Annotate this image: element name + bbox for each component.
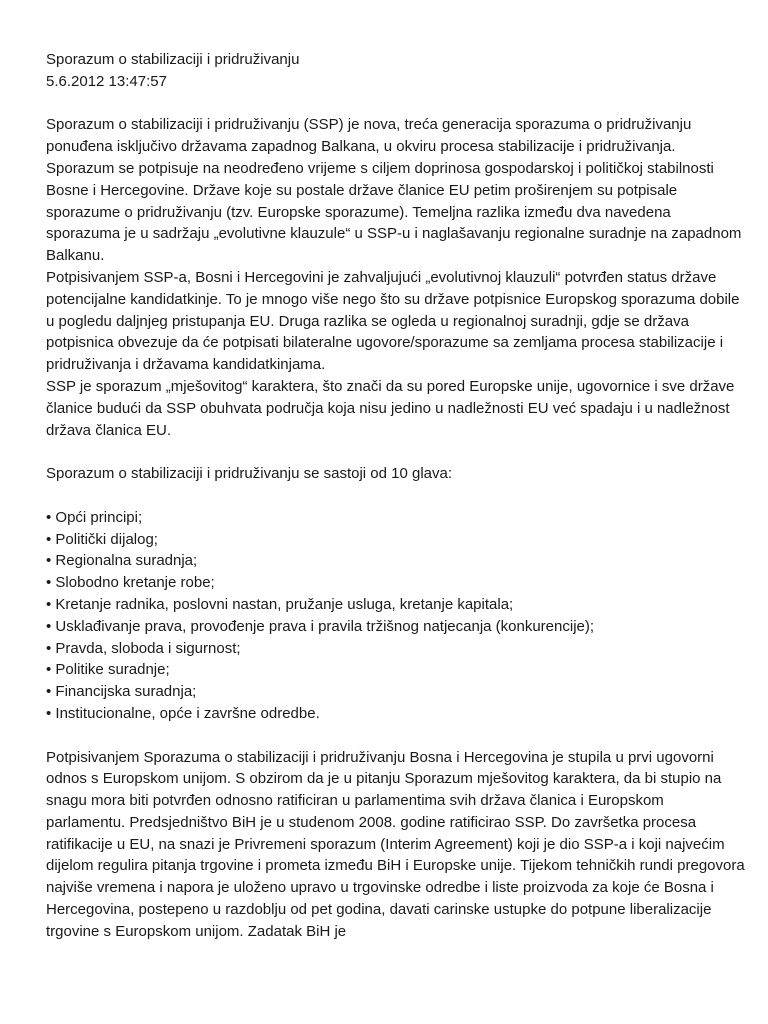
list-item: • Regionalna suradnja;	[46, 552, 198, 570]
list-item: • Financijska suradnja;	[46, 683, 197, 701]
list-intro: Sporazum o stabilizaciji i pridruživanju se sastoji od 10 glava:	[46, 465, 453, 483]
list-item: • Pravda, sloboda i sigurnost;	[46, 639, 241, 657]
spacer	[46, 725, 746, 747]
list-item: • Politički dijalog;	[46, 530, 158, 548]
paragraph-closing: Potpisivanjem Sporazuma o stabilizaciji i pridruživanju Bosna i Hercegovina je stupila u prvi ugovorni odnos s Europskom unijom. S obzirom da je u pitanju Sporazum mješovitog karaktera, da bi stupio na snagu mora biti potvrđen odnosno ratificiran u parlamentima svih država članica i Europskom parlamentu. Predsjedništvo BiH je u studenom 2008. godine ratificirao SSP. Do završetka procesa ratifikacije u EU, na snazi je Privremeni sporazum (Interim Agreement) koji je dio SSP-a i koji najvećim dijelom regulira pitanja trgovine i prometa između BiH i Europske unije. Tijekom tehničkih rundi pregovora najviše vremena i napora je uloženo upravo u trgovinske odredbe i liste proizvoda za koje će Bosna i Hercegovina, postepeno u razdoblju od pet godina, davati carinske ustupke do potpune liberalizacije trgovine s Europskom unijom. Zadatak BiH je	[46, 748, 745, 940]
list-item: • Opći principi;	[46, 508, 143, 526]
chapters-list	[46, 507, 746, 725]
paragraph-intro-3: SSP je sporazum „mješovitog“ karaktera, što znači da su pored Europske unije, ugovornice i sve države članice budući da SSP obuhvata područja koja nisu jedino u nadležnosti EU već spadaju i u nadležnost država članica EU.	[46, 377, 735, 439]
paragraph-intro-2: Potpisivanjem SSP-a, Bosni i Hercegovini je zahvaljujući „evolutivnoj klauzuli“ potvrđen status države potencijalne kandidatkinje. To je mnogo više nego što su države potpisnice Europskog sporazuma dobile u pogledu daljnjeg pristupanja EU. Druga razlika se ogleda u regionalnoj suradnji, gdje se država potpisnica obvezuje da će potpisati bilateralne ugovore/sporazume sa zemljama procesa stabilizacije i pridruživanja i državama kandidatkinjama.	[46, 268, 740, 374]
list-item: • Slobodno kretanje robe;	[46, 574, 215, 592]
spacer	[46, 485, 746, 507]
document-datetime: 5.6.2012 13:47:57	[46, 72, 167, 90]
list-item: • Kretanje radnika, poslovni nastan, pružanje usluga, kretanje kapitala;	[46, 595, 514, 613]
list-item: • Usklađivanje prava, provođenje prava i pravila tržišnog natjecanja (konkurencije);	[46, 617, 595, 635]
list-item: • Institucionalne, opće i završne odredbe.	[46, 704, 320, 722]
spacer	[46, 441, 746, 463]
spacer	[46, 93, 746, 115]
paragraph-intro-1: Sporazum o stabilizaciji i pridruživanju (SSP) je nova, treća generacija sporazuma o pridruživanju ponuđena isključivo državama zapadnog Balkana, u okviru procesa stabilizacije i pridruživanja. Sporazum se potpisuje na neodređeno vrijeme s ciljem doprinosa gospodarskoj i političkoj stabilnosti Bosne i Hercegovine. Države koje su postale države članice EU petim proširenjem su potpisale sporazume o pridruživanju (tzv. Europske sporazume). Temeljna razlika između dva navedena sporazuma je u sadržaju „evolutivne klauzule“ u SSP-u i naglašavanju regionalne suradnje na zapadnom Balkanu.	[46, 116, 742, 265]
document-page	[46, 49, 746, 943]
document-title: Sporazum o stabilizaciji i pridruživanju	[46, 51, 300, 68]
list-item: • Politike suradnje;	[46, 661, 170, 679]
